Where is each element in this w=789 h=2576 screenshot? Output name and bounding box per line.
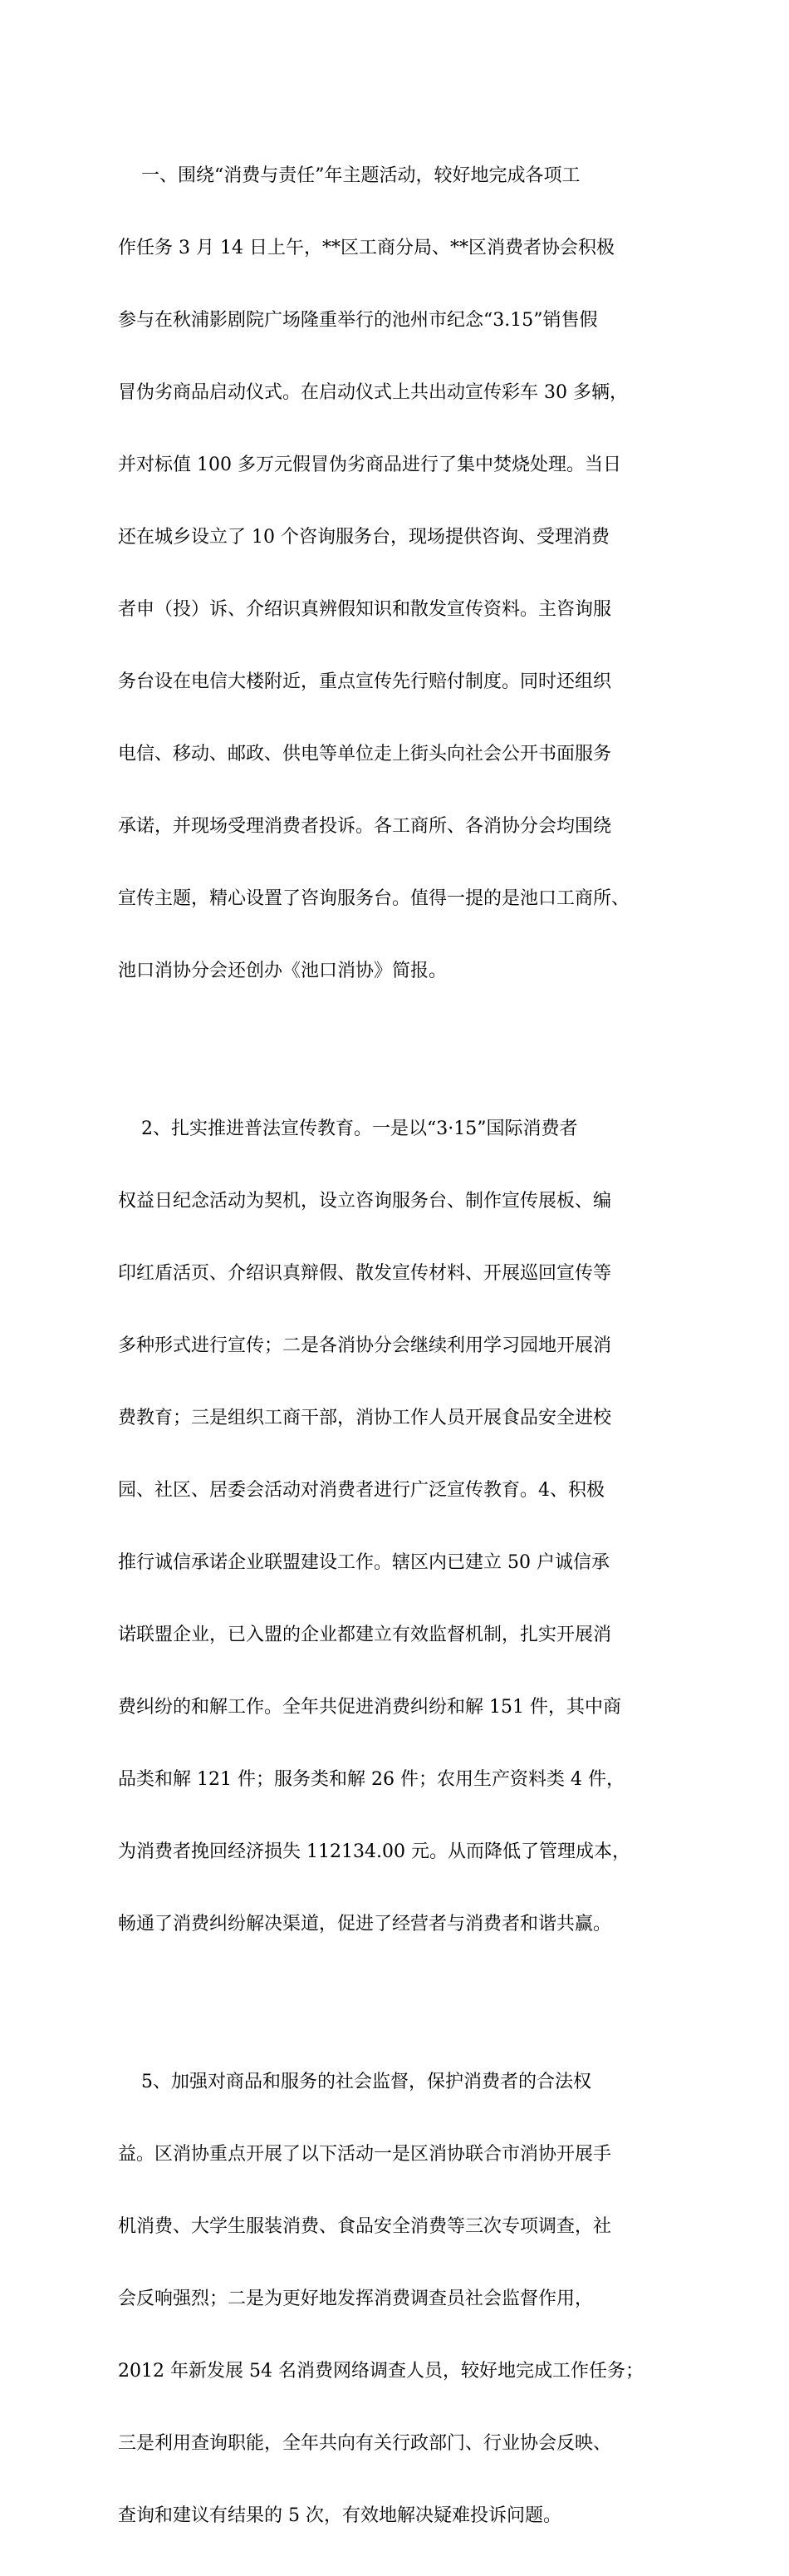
- text-line: 畅通了消费纠纷解决渠道，促进了经营者与消费者和谐共赢。: [118, 1914, 612, 1934]
- text-line: 查询和建议有结果的 5 次，有效地解决疑难投诉问题。: [118, 2505, 561, 2526]
- text-line: 冒伪劣商品启动仪式。在启动仪式上共出动宣传彩车 30 多辆，: [118, 382, 628, 403]
- text-line: 权益日纪念活动为契机，设立咨询服务台、制作宣传展板、编: [118, 1191, 612, 1212]
- text-line: 机消费、大学生服装消费、食品安全消费等三次专项调查，社: [118, 2216, 612, 2237]
- text-line: 务台设在电信大楼附近，重点宣传先行赔付制度。同时还组织: [118, 671, 612, 692]
- paragraph-consumption-responsibility: [118, 116, 683, 1031]
- text-line: 承诺，并现场受理消费者投诉。各工商所、各消协分会均围绕: [118, 816, 612, 837]
- text-line: 三是利用查询职能，全年共向有关行政部门、行业协会反映、: [118, 2433, 612, 2454]
- text-line: 2、扎实推进普法宣传教育。一是以“3·15”国际消费者: [118, 1118, 578, 1139]
- text-line: 费教育；三是组织工商干部，消协工作人员开展食品安全进校: [118, 1408, 612, 1428]
- paragraph-social-supervision: [118, 2022, 683, 2576]
- paragraph-legal-education: [118, 1069, 683, 1984]
- text-line: 2012 年新发展 54 名消费网络调查人员，较好地完成工作任务；: [118, 2361, 644, 2382]
- text-line: 5、加强对商品和服务的社会监督，保护消费者的合法权: [118, 2072, 591, 2092]
- text-line: 并对标值 100 多万元假冒伪劣商品进行了集中焚烧处理。当日: [118, 455, 621, 475]
- text-line: 电信、移动、邮政、供电等单位走上街头向社会公开书面服务: [118, 744, 612, 764]
- text-line: 池口消协分会还创办《池口消协》简报。: [118, 961, 448, 981]
- text-line: 者申（投）诉、介绍识真辨假知识和散发宣传资料。主咨询服: [118, 599, 612, 620]
- text-line: 参与在秋浦影剧院广场隆重举行的池州市纪念“3.15”销售假: [118, 310, 598, 331]
- text-line: 多种形式进行宣传；二是各消协分会继续利用学习园地开展消: [118, 1335, 612, 1356]
- text-line: 园、社区、居委会活动对消费者进行广泛宣传教育。4、积极: [118, 1480, 605, 1501]
- text-line: 会反响强烈；二是为更好地发挥消费调查员社会监督作用，: [118, 2288, 594, 2309]
- text-line: 诺联盟企业，已入盟的企业都建立有效监督机制，扎实开展消: [118, 1625, 612, 1645]
- document-body: [118, 116, 683, 2576]
- text-line: 宣传主题，精心设置了咨询服务台。值得一提的是池口工商所、: [118, 888, 630, 909]
- text-line: 印红盾活页、介绍识真辩假、散发宣传材料、开展巡回宣传等: [118, 1263, 612, 1284]
- text-line: 推行诚信承诺企业联盟建设工作。辖区内已建立 50 户诚信承: [118, 1552, 610, 1573]
- text-line: 为消费者挽回经济损失 112134.00 元。从而降低了管理成本，: [118, 1841, 630, 1862]
- text-line: 费纠纷的和解工作。全年共促进消费纠纷和解 151 件，其中商: [118, 1697, 621, 1718]
- text-line: 作任务 3 月 14 日上午，**区工商分局、**区消费者协会积极: [118, 238, 615, 258]
- text-line: 还在城乡设立了 10 个咨询服务台，现场提供咨询、受理消费: [118, 527, 610, 548]
- text-line: 品类和解 121 件；服务类和解 26 件；农用生产资料类 4 件，: [118, 1769, 625, 1790]
- text-line: 一、围绕“消费与责任”年主题活动，较好地完成各项工: [118, 165, 581, 186]
- text-line: 益。区消协重点开展了以下活动一是区消协联合市消协开展手: [118, 2144, 612, 2165]
